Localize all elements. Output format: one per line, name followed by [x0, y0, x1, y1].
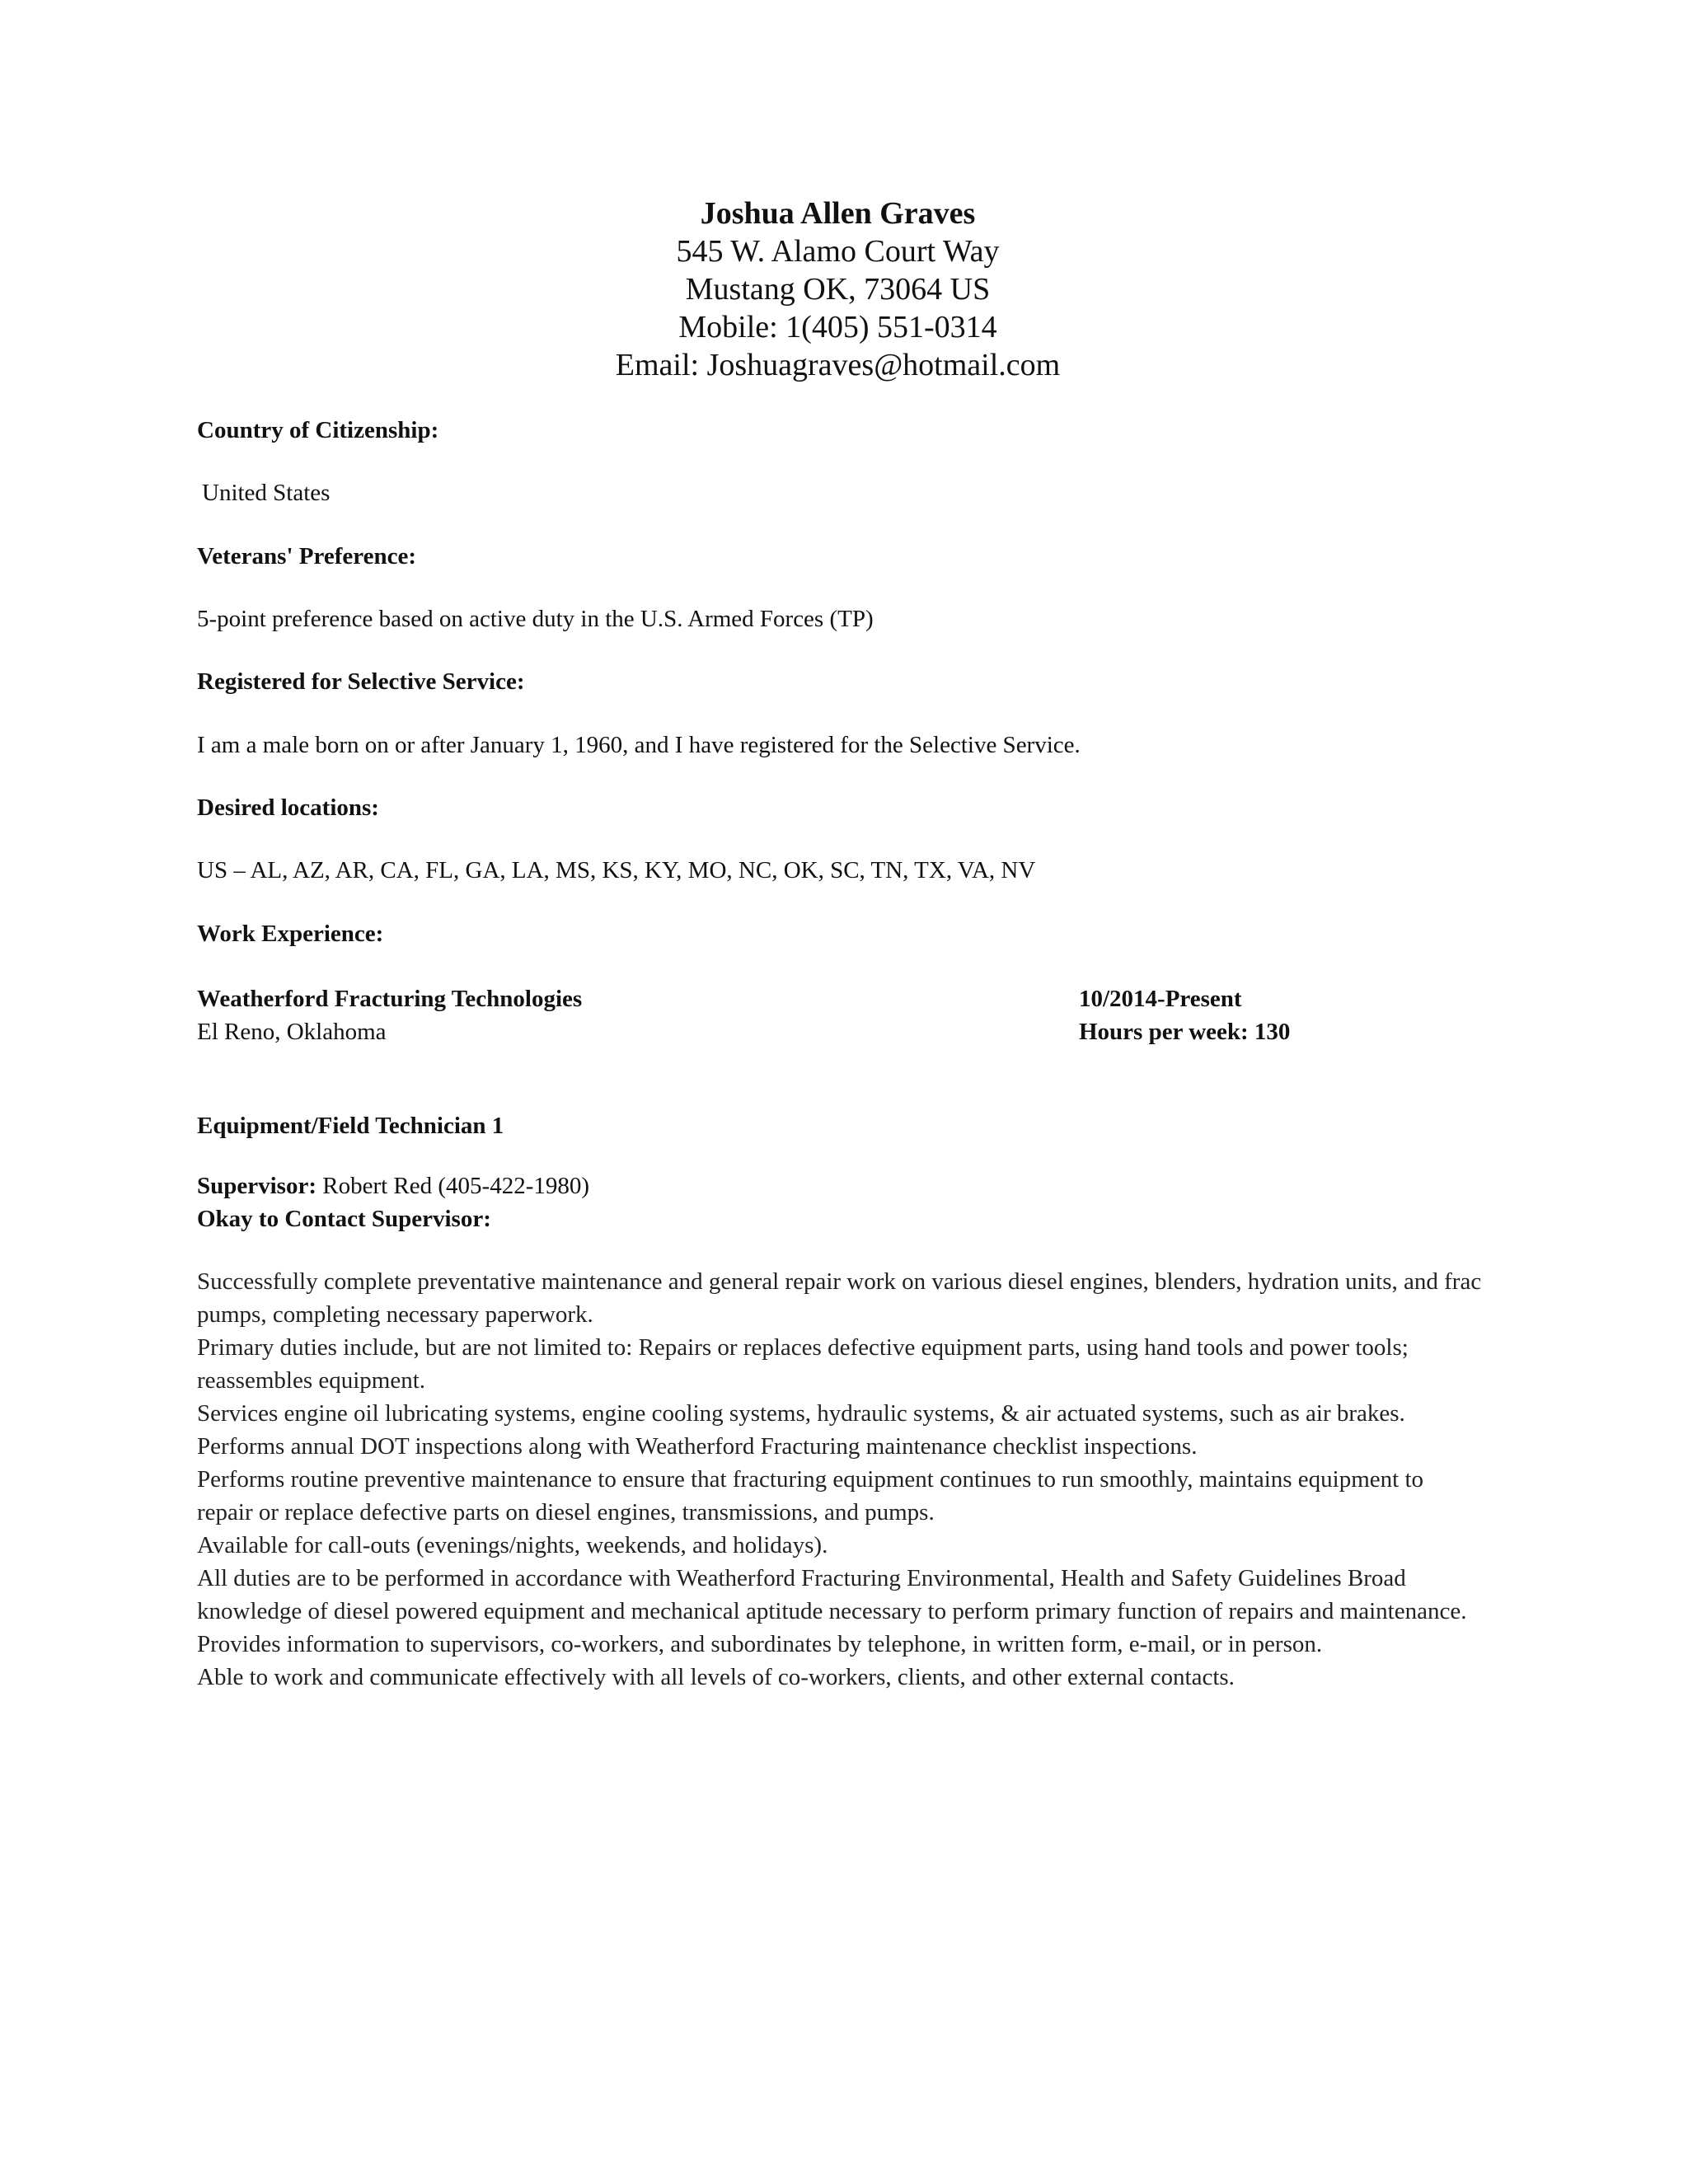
- locations-value-block: [197, 854, 1483, 887]
- candidate-name: Joshua Allen Graves: [700, 196, 976, 231]
- veterans-value: 5-point preference based on active duty in the U.S. Armed Forces (TP): [197, 606, 874, 632]
- duty-item: Performs annual DOT inspections along with Weatherford Fracturing maintenance checklist inspections.: [197, 1433, 1198, 1460]
- okay-to-contact-label: Okay to Contact Supervisor:: [197, 1206, 491, 1232]
- duty-item: Available for call-outs (evenings/nights, weekends, and holidays).: [197, 1532, 828, 1558]
- address-line-1: 545 W. Alamo Court Way: [676, 234, 1000, 269]
- employment-dates: 10/2014-Present: [1079, 986, 1242, 1012]
- work-experience-section: [197, 917, 1483, 950]
- citizenship-value-block: [202, 476, 1488, 509]
- resume-header: [0, 194, 1676, 384]
- job-title: Equipment/Field Technician 1: [197, 1113, 504, 1139]
- mobile-number: Mobile: 1(405) 551-0314: [678, 310, 997, 344]
- veterans-label: Veterans' Preference:: [197, 543, 416, 569]
- citizenship-value: United States: [202, 480, 331, 506]
- veterans-value-block: [197, 602, 1483, 635]
- address-line-2: Mustang OK, 73064 US: [685, 272, 991, 307]
- locations-label: Desired locations:: [197, 794, 379, 821]
- hours-per-week: Hours per week: 130: [1079, 1019, 1291, 1045]
- citizenship-section: [197, 414, 1483, 447]
- supervisor-value: Robert Red (405-422-1980): [316, 1173, 590, 1199]
- selective-service-value-block: [197, 729, 1483, 762]
- selective-service-section: [197, 665, 1483, 698]
- supervisor-line: [197, 1169, 1483, 1202]
- email-address: Email: Joshuagraves@hotmail.com: [615, 348, 1061, 382]
- duty-item: Services engine oil lubricating systems, engine cooling systems, hydraulic systems, & air actuated systems, such as air brakes.: [197, 1400, 1405, 1427]
- duty-item: Successfully complete preventative maintenance and general repair work on various diesel engines, blenders, hydration units, and frac pumps, completing necessary paperwork.: [197, 1268, 1482, 1328]
- employer-location: El Reno, Oklahoma: [197, 1019, 387, 1045]
- selective-service-value: I am a male born on or after January 1, 1960, and I have registered for the Selective Service.: [197, 732, 1081, 758]
- employment-details: [1079, 982, 1483, 1048]
- veterans-section: [197, 540, 1483, 573]
- locations-value: US – AL, AZ, AR, CA, FL, GA, LA, MS, KS, KY, MO, NC, OK, SC, TN, TX, VA, NV: [197, 857, 1036, 883]
- supervisor-label: Supervisor:: [197, 1173, 316, 1199]
- work-experience-label: Work Experience:: [197, 921, 384, 947]
- employer-name: Weatherford Fracturing Technologies: [197, 986, 583, 1012]
- supervisor-block: [197, 1169, 1483, 1235]
- locations-section: [197, 791, 1483, 824]
- duty-item: Performs routine preventive maintenance to ensure that fracturing equipment continues to run smoothly, maintains equipment to repair or replace defective parts on diesel engines, transmissions, and pumps.: [197, 1466, 1424, 1526]
- duty-item: Provides information to supervisors, co-workers, and subordinates by telephone, in written form, e-mail, or in person.: [197, 1631, 1323, 1657]
- citizenship-label: Country of Citizenship:: [197, 417, 439, 443]
- duty-item: All duties are to be performed in accordance with Weatherford Fracturing Environmental, Health and Safety Guidelines Broad knowledge of diesel powered equipment and mechanical aptitude necessary to perform primary function of repairs and maintenance.: [197, 1565, 1467, 1624]
- employer-block: [197, 982, 1021, 1048]
- duty-item: Able to work and communicate effectively with all levels of co-workers, clients, and other external contacts.: [197, 1664, 1235, 1690]
- duty-item: Primary duties include, but are not limited to: Repairs or replaces defective equipment parts, using hand tools and power tools; reassembles equipment.: [197, 1334, 1409, 1394]
- duties-list: [197, 1265, 1483, 1694]
- job-title-block: [197, 1109, 1483, 1142]
- selective-service-label: Registered for Selective Service:: [197, 668, 525, 695]
